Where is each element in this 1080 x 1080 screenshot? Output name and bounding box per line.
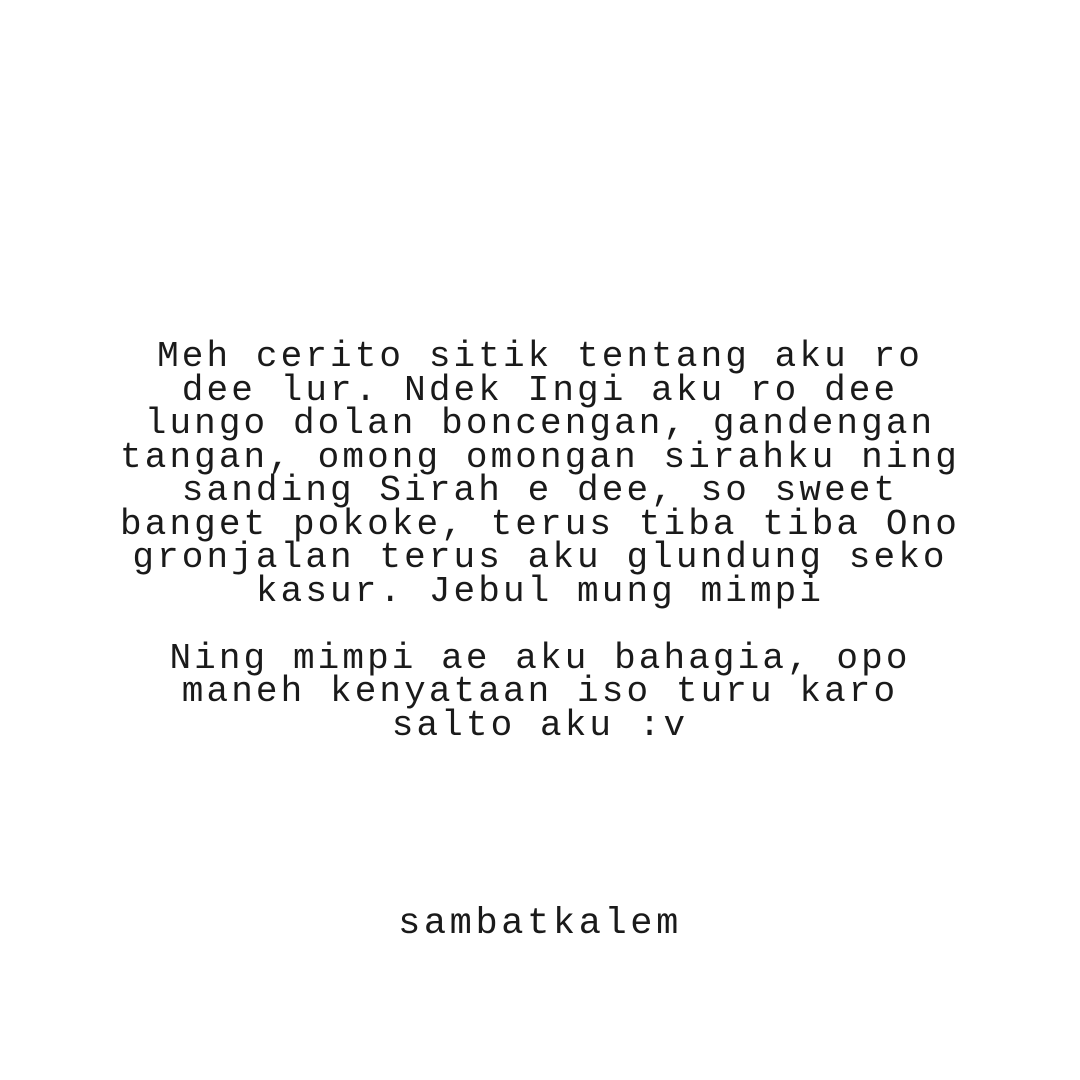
- quote-line: kasur. Jebul mung mimpi: [255, 570, 825, 612]
- quote-line: banget pokoke, terus tiba tiba Ono: [120, 503, 960, 545]
- quote-paragraph-1: [0, 336, 1080, 612]
- quote-line: lungo dolan boncengan, gandengan: [144, 403, 936, 444]
- quote-line: sanding Sirah e dee, so sweet: [181, 470, 899, 511]
- quote-paragraph-2: [0, 637, 1080, 746]
- quote-line: maneh kenyataan iso turu karo: [181, 671, 899, 712]
- quote-text: [0, 336, 1080, 746]
- quote-line: dee lur. Ndek Ingi aku ro dee: [181, 369, 899, 411]
- author-signature: sambatkalem: [398, 903, 682, 945]
- quote-line: salto aku :v: [391, 704, 689, 746]
- paragraph-spacer: [0, 608, 1080, 642]
- quote-line: Ning mimpi ae aku bahagia, opo: [169, 637, 911, 679]
- quote-line: tangan, omong omongan sirahku ning: [120, 436, 960, 478]
- quote-line: Meh cerito sitik tentang aku ro: [157, 336, 923, 377]
- quote-line: gronjalan terus aku glundung seko: [132, 537, 948, 578]
